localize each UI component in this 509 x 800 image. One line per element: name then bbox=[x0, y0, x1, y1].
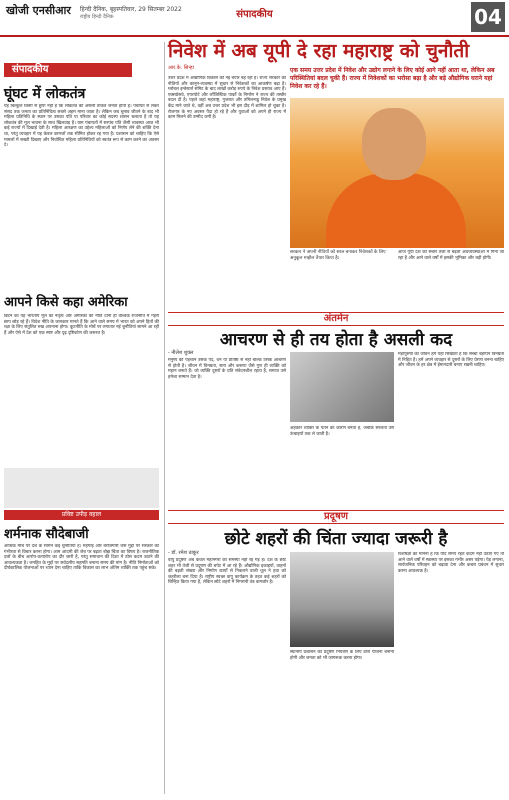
antarman-photo bbox=[290, 352, 394, 422]
photo-robe bbox=[326, 173, 466, 248]
pradushan-body-col1: वायु प्रदूषण अब केवल महानगरों की समस्या नहीं रह गई है। देश के छोटे शहर भी तेजी से प्रदूषण की चपेट में आ रहे हैं। औद्योगिक इकाइयों, वाहनों की बढ़ती संख्या और निर्माण कार्यों से निकलने वाली धूल ने हवा को जहरीला बना दिया है। राष्ट्रीय स्वच्छ वायु कार्यक्रम के तहत कई शहरों को चिन्हित किया गया है, लेकिन छोटे शहरों में निगरानी तंत्र कमजोर है। bbox=[168, 558, 286, 586]
antarman-title: आचरण से ही तय होता है असली कद bbox=[219, 330, 453, 350]
author-bar: प्रविष्ट उपीड़ वहाल bbox=[4, 510, 159, 520]
section-title: संपादकीय bbox=[236, 9, 273, 20]
main-body-col1: उत्तर प्रदेश में औद्योगिक विकास की नई बयार बह रही है। राज्य सरकार की नीतियों और कानून-व्यवस्था में सुधार से निवेशकों का आकर्षण बढ़ा है। ग्लोबल इन्वेस्टर्स समिट के बाद लाखों करोड़ रुपये के निवेश प्रस्ताव आए हैं। एक्सप्रेसवे, एयरपोर्ट और लॉजिस्टिक पार्कों के निर्माण ने राज्य की तस्वीर बदल दी है। पहले जहां महाराष्ट्र, गुजरात और तमिलनाडु निवेश के प्रमुख केंद्र माने जाते थे, वहीं अब उत्तर प्रदेश भी इस दौड़ में शामिल हो चुका है। रोजगार के नए अवसर पैदा हो रहे हैं और युवाओं को अपने ही राज्य में काम मिलने की उम्मीद जगी है। bbox=[168, 76, 286, 121]
pollution-photo bbox=[290, 552, 394, 647]
pradushan-title: छोटे शहरों की चिंता ज्यादा जरूरी है bbox=[224, 529, 448, 549]
subline: राष्ट्रीय हिन्दी दैनिक bbox=[80, 14, 114, 20]
antarman-body-col2: अहंकार व्यक्ति के पतन का कारण बनता है, जबकि सरलता उसे ऊंचाइयों तक ले जाती है। bbox=[290, 426, 394, 437]
pradushan-body-col3: विशेषज्ञों का मानना है कि यदि समय रहते कदम नहीं उठाए गए तो आने वाले वर्षों में स्वास्थ्य पर इसका गंभीर असर पड़ेगा। पेड़ लगाना, सार्वजनिक परिवहन को बढ़ावा देना और कचरा प्रबंधन में सुधार करना आवश्यक है। bbox=[398, 552, 504, 574]
antarman-body-col3: महापुरुषों का जीवन हमें यही सिखाता है कि सच्चा बड़प्पन विनम्रता में निहित है। हमें अपने व्यवहार से दूसरों के लिए प्रेरणा बनना चाहिए और जीवन के हर क्षेत्र में ईमानदारी बनाए रखनी चाहिए। bbox=[398, 352, 504, 369]
editorial-1-body: यह बिल्कुल किसी से छुपा नहीं है कि लोकतंत्र की असली ताकत जनता होती है। पंचायत से लेकर संसद तक जनता का प्रतिनिधित्व सबसे अहम माना जाता है। लेकिन जब चुनाव जीतने के बाद भी महिला प्रतिनिधि के स्थान पर उसका पति या परिवार का कोई सदस्य शासन चलाता है तो यह लोकतंत्र की मूल भावना के साथ खिलवाड़ है। ग्राम पंचायतों में सरपंच पति जैसी व्यवस्था आज भी कई राज्यों में दिखाई देती है। महिला आरक्षण का उद्देश्य महिलाओं को निर्णय लेने की शक्ति देना था, परंतु व्यवहार में यह केवल कागजों तक सीमित होकर रह गया है। प्रशासन को चाहिए कि ऐसे मामलों में सख्ती दिखाए और निर्वाचित महिला प्रतिनिधियों को स्वतंत्र रूप से काम करने का अवसर दे। bbox=[4, 104, 159, 149]
main-body-col3: आज यूपी देश की सबसे तेजी से बढ़ती अर्थव्यवस्थाओं में गिना जा रहा है और आने वाले वर्षों में इसकी भूमिका और बड़ी होगी। bbox=[398, 250, 504, 261]
pradushan-author: - डॉ. रमेश ठाकुर bbox=[168, 550, 199, 556]
main-author: आर.के. सिन्हा bbox=[168, 65, 194, 71]
newspaper-logo: खोजी एनसीआर bbox=[6, 4, 71, 17]
editorial-3-title: शर्मनाक सौदेबाजी bbox=[4, 527, 89, 542]
masthead bbox=[0, 0, 509, 36]
main-headline: निवेश में अब यूपी दे रहा महाराष्ट्र को चुनौती bbox=[168, 40, 470, 62]
editorial-2-title: आपने किसे कहा अमेरिका bbox=[4, 295, 128, 310]
cartoon-image bbox=[4, 468, 159, 508]
page-number: 04 bbox=[471, 2, 505, 32]
antarman-label: अंतर्मन bbox=[168, 312, 504, 326]
main-deck: एक समय उत्तर प्रदेश में निवेश और उद्योग लगाने के लिए कोई आगे नहीं आता था, लेकिन अब परिस्थितियां बदल चुकी हैं। राज्य में निवेशकों का भरोसा बढ़ा है और बड़े औद्योगिक घराने यहां निवेश कर रहे हैं। bbox=[290, 67, 495, 90]
leader-photo bbox=[290, 98, 504, 248]
editorial-label: संपादकीय bbox=[4, 63, 132, 77]
masthead-divider bbox=[0, 35, 509, 37]
antarman-body-col1: मनुष्य की पहचान उसके पद, धन या प्रतिष्ठा से नहीं बल्कि उसके आचरण से होती है। जीवन में विनम्रता, सत्य और करुणा जैसे गुण ही व्यक्ति को महान बनाते हैं। जो व्यक्ति दूसरों के प्रति संवेदनशील रहता है, समाज उसे हमेशा सम्मान देता है। bbox=[168, 358, 286, 380]
editorial-1-title: घूंघट में लोकतंत्र bbox=[4, 86, 86, 102]
photo-face bbox=[362, 108, 426, 180]
pradushan-body-col2: स्थानीय प्रशासन को प्रदूषण नियंत्रण के लिए ठोस योजना बनानी होगी और जनता को भी जागरूक करना होगा। bbox=[290, 650, 394, 661]
editorial-2-body: ब्रिटेन का यह भारतीय मूल का नेतृत्व और अमेरिका की नीति दोनों ही वैश्विक राजनीति में गहरी छाप छोड़ रहे हैं। विदेश नीति के जानकार मानते हैं कि आने वाले समय में भारत को अपने हितों की रक्षा के लिए संतुलित रुख अपनाना होगा। कूटनीति के मोर्चे पर लगातार नई चुनौतियां सामने आ रही हैं और ऐसे में देश को एक स्पष्ट और दृढ़ दृष्टिकोण की जरूरत है। bbox=[4, 314, 159, 336]
photo-caption: सरकार ने अपनी नीतियों को सरल बनाकर निवेशकों के लिए अनुकूल माहौल तैयार किया है। bbox=[290, 250, 386, 261]
column-divider bbox=[164, 42, 165, 794]
pradushan-label: प्रदूषण bbox=[168, 510, 504, 524]
dateline: हिन्दी दैनिक, बृहस्पतिवार, 29 सितम्बर 2022 bbox=[80, 6, 182, 13]
editorial-3-body: आर्थिक मोर्चे पर देश के सामने कई चुनौतियां हैं। महंगाई और बेरोजगारी जैसे मुद्दों पर सरकार को गंभीरता से विचार करना होगा। आम आदमी की जेब पर बढ़ता बोझ चिंता का विषय है। राजनीतिक दलों के बीच आरोप-प्रत्यारोप का दौर जारी है, परंतु समाधान की दिशा में ठोस कदम उठाने की आवश्यकता है। जनहित के मुद्दों पर सर्वदलीय सहमति बनाना समय की मांग है। नीति निर्माताओं को दीर्घकालिक योजनाओं पर ध्यान देना चाहिए ताकि विकास का लाभ अंतिम व्यक्ति तक पहुंच सके। bbox=[4, 544, 159, 572]
antarman-author: - नीलेश शुक्ल bbox=[168, 350, 194, 356]
